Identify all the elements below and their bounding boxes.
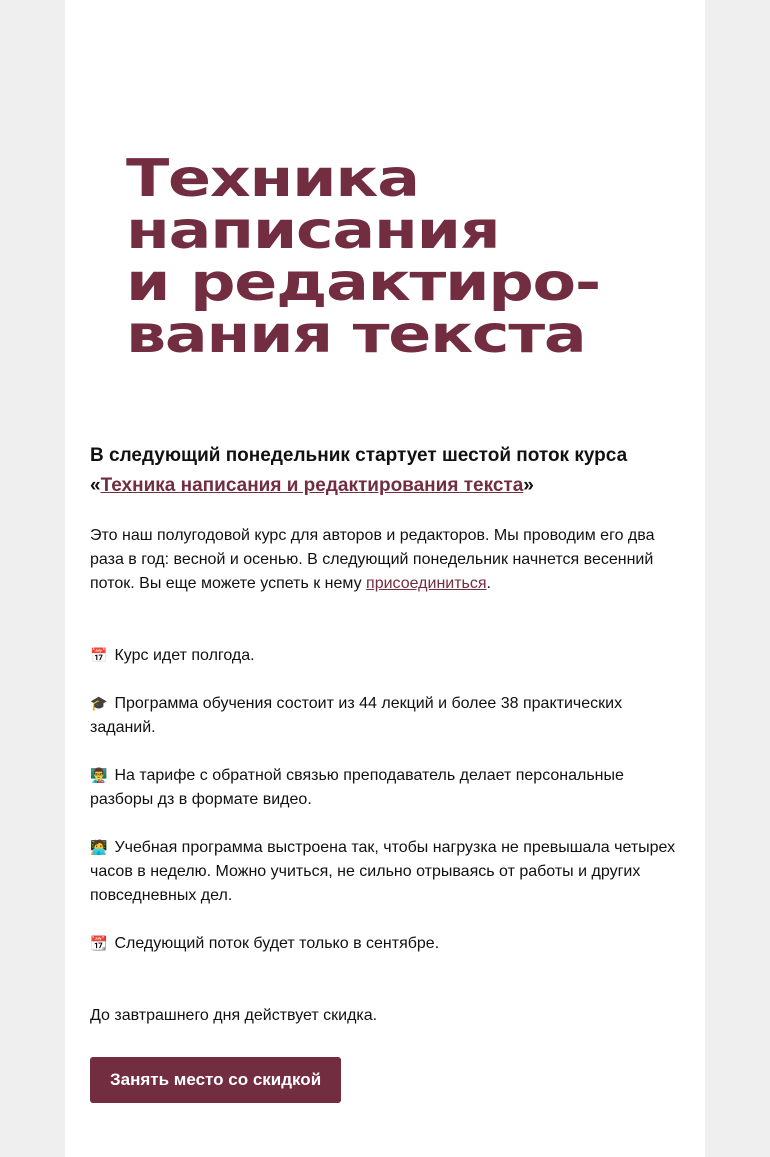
feature-list: [90, 644, 680, 956]
student-laptop-icon: 🧑‍💻: [90, 840, 108, 856]
lead-text-end: »: [523, 475, 534, 496]
hero-title: [126, 149, 646, 365]
list-item: [90, 836, 680, 908]
join-link[interactable]: присоединиться: [366, 575, 487, 592]
list-item-text: На тарифе с обратной связью преподаватель делает персональные разборы дз в формате видео.: [90, 767, 624, 808]
tear-off-calendar-icon: 📆: [90, 936, 108, 952]
list-item-text: Следующий поток будет только в сентябре.: [114, 935, 440, 952]
list-item: [90, 932, 680, 956]
intro-paragraph: [90, 524, 680, 596]
course-link[interactable]: Техника написания и редактирования текста: [100, 475, 524, 496]
hero-title-line: Техника: [126, 149, 419, 209]
list-item: [90, 692, 680, 740]
teacher-icon: 👨‍🏫: [90, 768, 108, 784]
hero-title-line: написания: [126, 201, 500, 261]
lead-text: В следующий понедельник стартует шестой поток курса «: [90, 445, 628, 496]
intro-text: Это наш полугодовой курс для авторов и редакторов. Мы проводим его два раза в год: весной и осенью. В следующий понедельник начнется весенний поток. Вы еще можете успеть к нему: [90, 527, 655, 592]
list-item-text: Курс идет полгода.: [114, 647, 255, 664]
discount-note: До завтрашнего дня действует скидка.: [90, 1007, 378, 1024]
hero-title-line: вания текста: [126, 305, 586, 365]
list-item: [90, 764, 680, 812]
graduation-cap-icon: 🎓: [90, 696, 108, 712]
hero-title-line: и редактиро-: [126, 253, 600, 313]
calendar-icon: 📅: [90, 648, 108, 664]
list-item: [90, 644, 680, 668]
book-with-discount-button[interactable]: Занять место со скидкой: [90, 1057, 341, 1103]
list-item-text: Учебная программа выстроена так, чтобы нагрузка не превышала четырех часов в неделю. Можно учиться, не сильно отрываясь от работы и других повседневных дел.: [90, 839, 676, 904]
email-content: [90, 441, 680, 1103]
intro-text-end: .: [486, 575, 491, 592]
email-card: [65, 0, 705, 1157]
list-item-text: Программа обучения состоит из 44 лекций и более 38 практических заданий.: [90, 695, 623, 736]
lead-heading: [90, 441, 680, 501]
